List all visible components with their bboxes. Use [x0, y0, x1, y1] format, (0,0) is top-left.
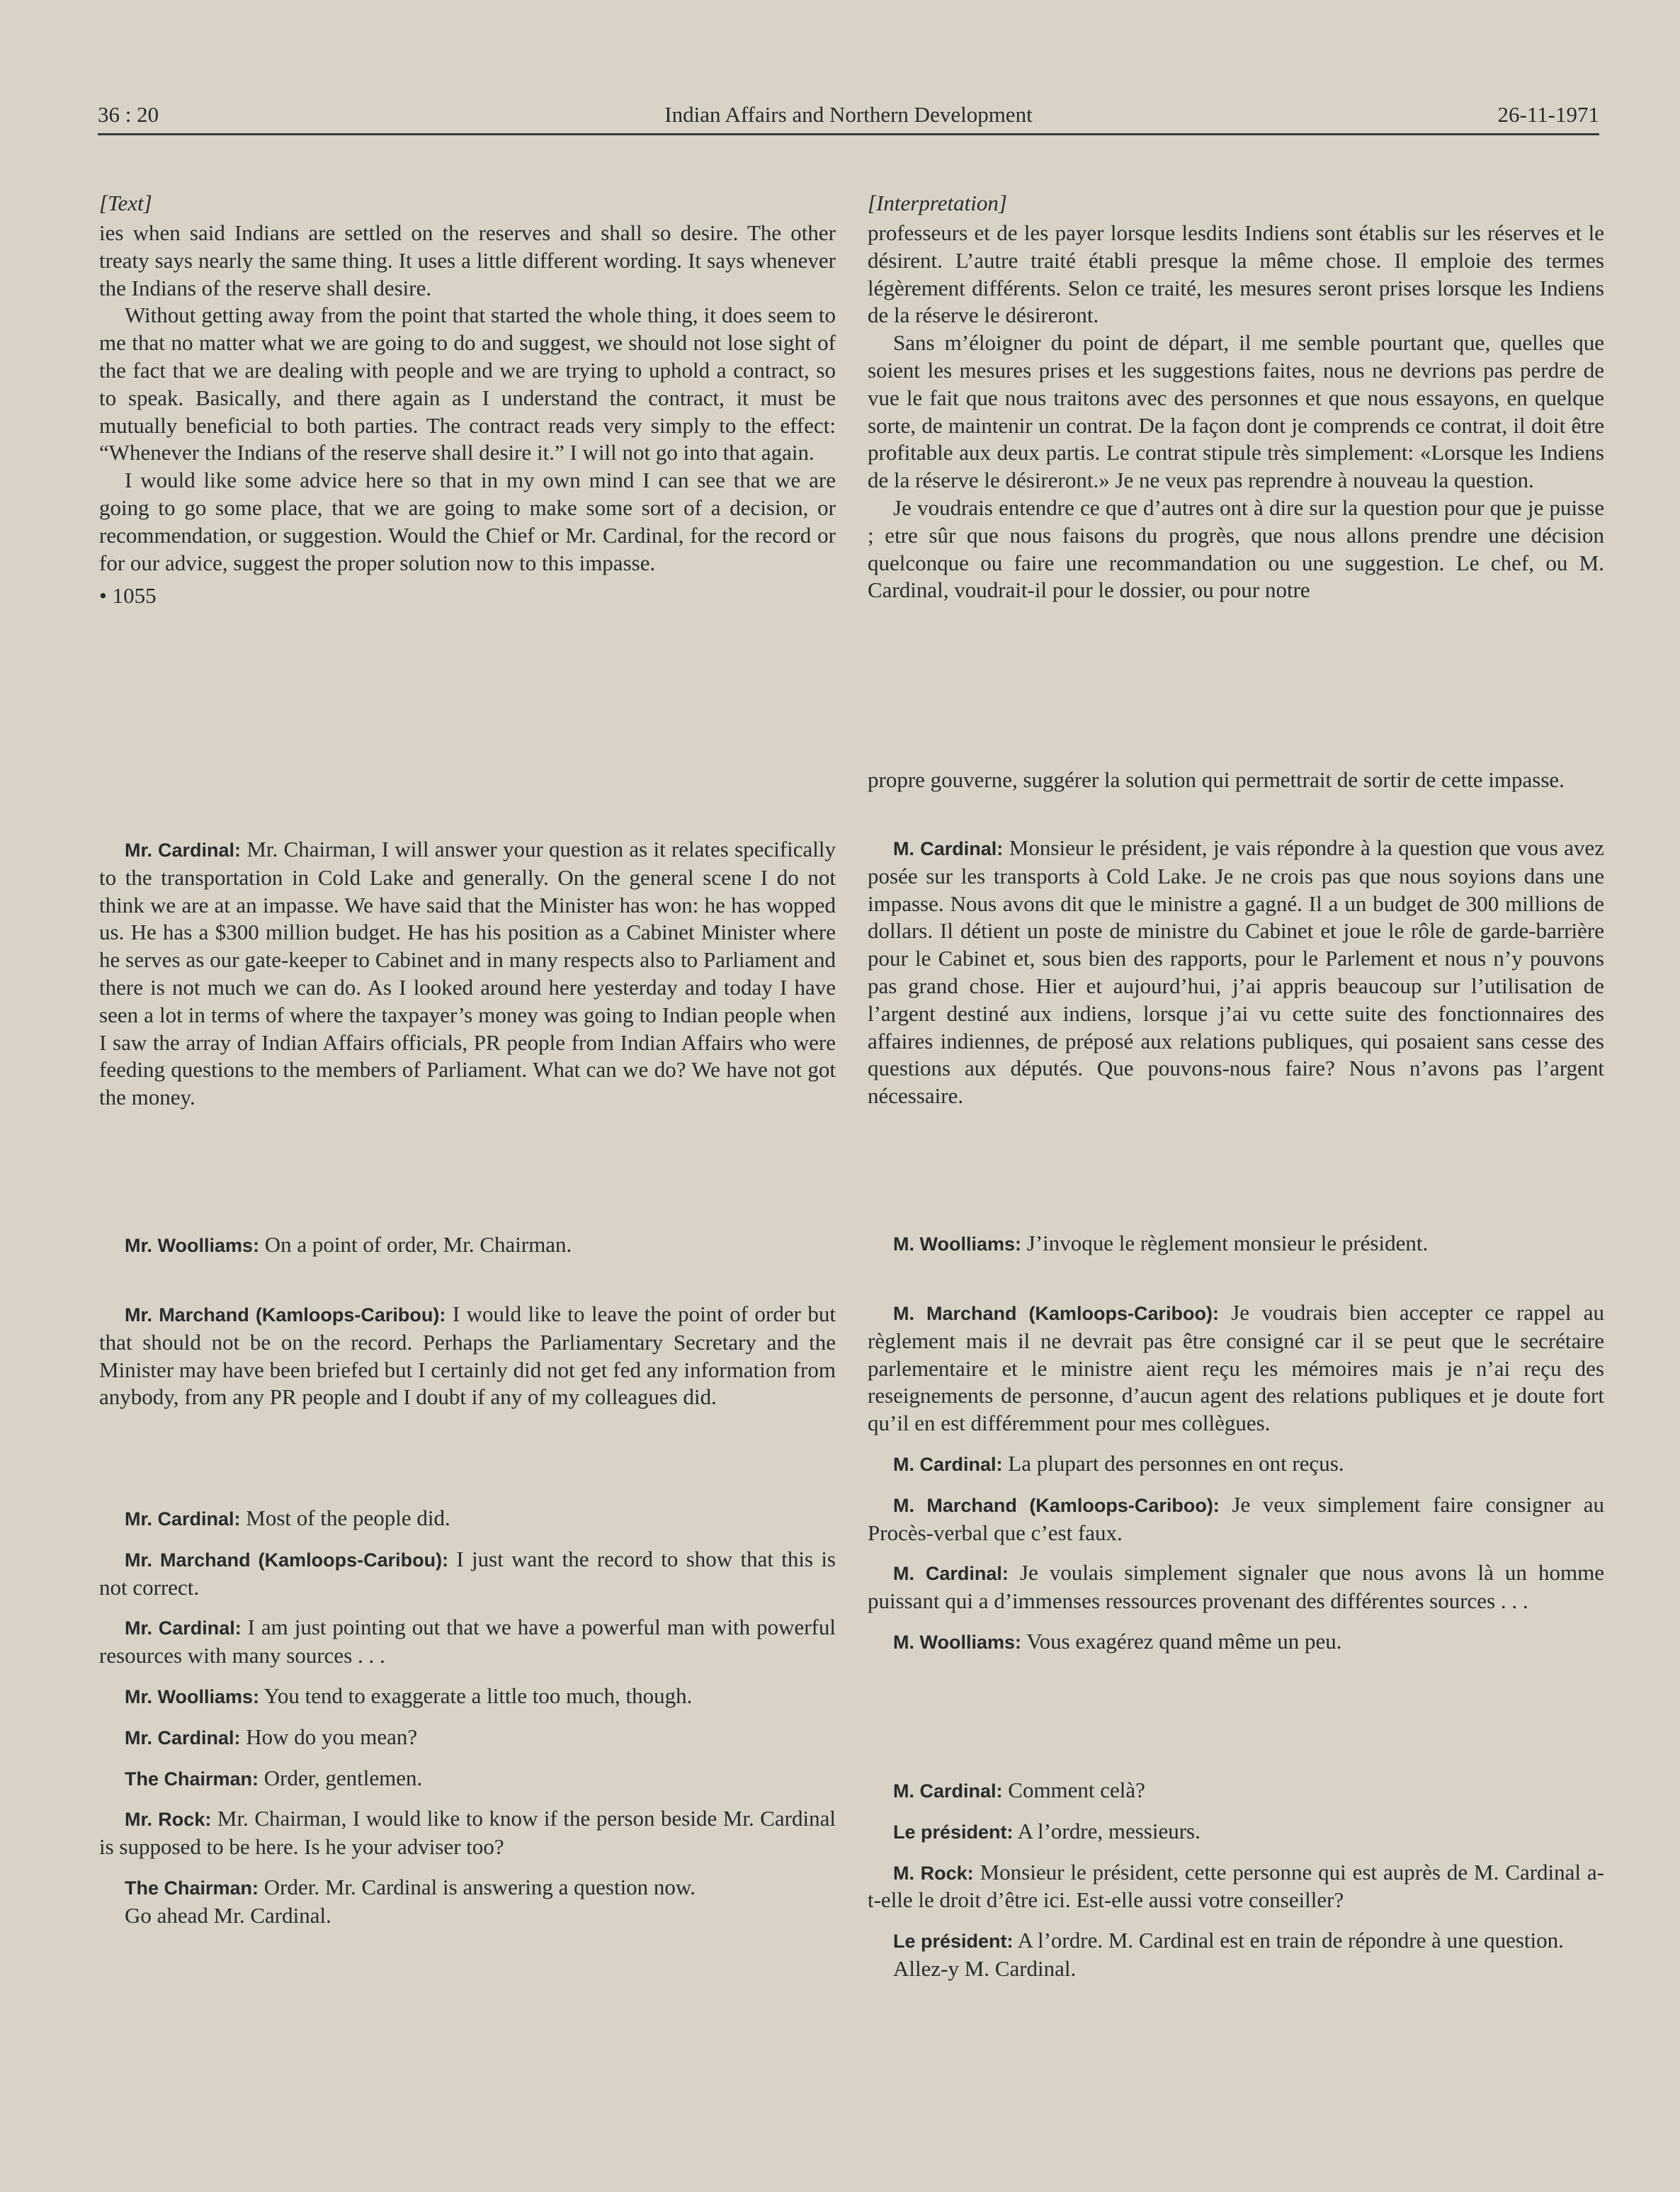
speech-rock: [868, 1859, 1604, 1915]
french-exchange-2: [868, 1777, 1604, 1983]
speech-marchand: [99, 1546, 836, 1602]
paragraph: Sans m’éloigner du point de départ, il me semble pourtant que, quelles que soient les mesures prises et les suggestions faites, nous ne devrions pas perdre de vue le fait que nous traitons avec des personnes et que nous essayons, en quelque sorte, de maintenir un contrat. De la façon dont je comprends ce contrat, il doit être profitable aux deux partis. Le contrat stipule très simplement: «Lorsque les Indiens de la réserve le désireront.» Je ne veux pas reprendre à nouveau la question.: [868, 330, 1604, 493]
speech-text: Je voulais simplement signaler que nous avons là un homme puissant qui a d’immenses ressources provenant des différentes sources . . .: [868, 1560, 1605, 1614]
speech-text: J’invoque le règlement monsieur le président.: [1021, 1231, 1429, 1255]
speaker-name: The Chairman:: [125, 1877, 259, 1899]
french-block-1: [868, 220, 1604, 604]
header-title: Indian Affairs and Northern Development: [664, 102, 1033, 127]
speech-marchand: [99, 1301, 836, 1411]
speaker-name: M. Cardinal:: [893, 1453, 1003, 1475]
page-number: 36 : 20: [98, 102, 159, 127]
speaker-name: M. Woolliams:: [893, 1631, 1022, 1653]
speech-text: I am just pointing out that we have a powerful man with powerful resources with many sources . . .: [99, 1615, 836, 1668]
speaker-name: Mr. Cardinal:: [125, 1727, 241, 1748]
speaker-name: M. Cardinal:: [893, 1780, 1003, 1802]
speaker-name: M. Marchand (Kamloops-Cariboo):: [893, 1303, 1219, 1324]
time-marker: • 1055: [99, 583, 157, 609]
speech-text: Je voudrais bien accepter ce rappel au règlement mais il ne devrait pas être consigné car il se peut que le secrétaire parlementaire et le ministre aient reçu les mémoires mais je n’ai reçu des reseignements de personne, d’aucun agent des relations publiques et je doute fort qu’il en est différemment pour mes collègues.: [868, 1300, 1604, 1436]
speech-marchand: [868, 1491, 1604, 1547]
speech-text: Most of the people did.: [240, 1505, 450, 1530]
speech-rock: [99, 1805, 836, 1861]
speech-marchand: [868, 1299, 1604, 1437]
speech-text: Comment celà?: [1002, 1778, 1145, 1802]
speaker-name: Mr. Woolliams:: [125, 1235, 260, 1256]
speech-president: [868, 1927, 1604, 1955]
speech-woolliams: [99, 1683, 836, 1711]
speech-text: Order. Mr. Cardinal is answering a question now.: [259, 1874, 696, 1899]
speech-text: A l’ordre, messieurs.: [1013, 1818, 1201, 1843]
paragraph: Je voudrais entendre ce que d’autres ont à dire sur la question pour que je puisse ; etre sûr que nous faisons du progrès, que nous allons prendre une décision quelconque ou faire une recommandation ou une suggestion. Le chef, ou M. Cardinal, voudrait-il pour le dossier, ou pour notre: [868, 495, 1604, 603]
speech-woolliams: [99, 1231, 836, 1260]
english-exchange: [99, 1505, 836, 1930]
speech-text: Order, gentlemen.: [259, 1765, 423, 1790]
speech-text: A l’ordre. M. Cardinal est en train de répondre à une question.: [1013, 1928, 1564, 1953]
english-block-1: [99, 220, 836, 610]
speech-text: Vous exagérez quand même un peu.: [1021, 1628, 1342, 1654]
speech-cardinal: [868, 1559, 1604, 1615]
speech-text: How do you mean?: [240, 1724, 418, 1749]
speech-text: Je veux simplement faire consigner au Procès-verbal que c’est faux.: [868, 1491, 1604, 1545]
running-header: [98, 98, 1599, 135]
speech-cardinal: [99, 836, 836, 1112]
speech-chairman: [99, 1765, 836, 1793]
speech-cardinal: [868, 835, 1604, 1110]
speech-text: On a point of order, Mr. Chairman.: [259, 1232, 572, 1257]
speech-text: La plupart des personnes en ont reçus.: [1002, 1450, 1344, 1476]
paragraph: professeurs et de les payer lorsque lesdits Indiens sont établis sur les réserves et le désirent. L’autre traité établi presque la même chose. Il emploie des termes légèrement différents. Selon ce traité, les mesures seront prises lorsque les Indiens de la réserve le désireront.: [868, 220, 1604, 328]
paragraph: ies when said Indians are settled on the reserves and shall so desire. The other treaty says nearly the same thing. It uses a little different wording. It says whenever the Indians of the reserve shall desire.: [99, 220, 836, 300]
speaker-name: Mr. Cardinal:: [125, 1508, 241, 1530]
french-exchange-1: [868, 1299, 1604, 1656]
interpretation-tag: [Interpretation]: [868, 191, 1007, 215]
speech-cardinal: [99, 1614, 836, 1670]
speech-text: Monsieur le président, je vais répondre à la question que vous avez posée sur les transports à Cold Lake. Je ne crois pas que nous soyions dans une impasse. Nous avons dit que le ministre a gagné. Il a un budget de 300 millions de dollars. Il détient un poste de ministre du Cabinet et joue le rôle de garde-barrière pour le Cabinet et, sous bien des rapports, pour le Parlement et nous n’y pouvons pas grand chose. Hier et aujourd’hui, j’ai appris beaucoup sur l’utilisation de l’argent destiné aux indiens, lorsque j’ai vu cette suite des fonctionnaires des affaires indiennes, de préposé aux relations publiques, qui posaient sans cesse des questions aux députés. Que pouvons-nous faire? Nous n’avons pas l’argent nécessaire.: [868, 835, 1604, 1109]
speaker-name: M. Cardinal:: [893, 1563, 1009, 1585]
speech-text: Mr. Chairman, I will answer your question as it relates specifically to the transportation in Cold Lake and generally. On the general scene I do not think we are at an impasse. We have said that the Minister has won: he has wopped us. He has a $300 million budget. He has his position as a Cabinet Minister where he serves as our gate-keeper to Cabinet and in many respects also to Parliament and there is not much we can do. As I looked around here yesterday and today I have seen a lot in terms of where the taxpayer’s money was going to Indian people when I saw the array of Indian Affairs officials, PR people from Indian Affairs who were feeding questions to the members of Parliament. What can we do? We have not got the money.: [99, 837, 836, 1110]
speaker-name: Mr. Cardinal:: [125, 1617, 242, 1639]
speaker-name: M. Cardinal:: [893, 838, 1004, 859]
text-tag: [Text]: [99, 191, 152, 215]
speech-text: Mr. Chairman, I would like to know if the person beside Mr. Cardinal is supposed to be here. Is he your adviser too?: [99, 1806, 836, 1860]
paragraph: propre gouverne, suggérer la solution qui permettrait de sortir de cette impasse.: [868, 767, 1565, 792]
header-date: 26-11-1971: [1497, 102, 1599, 127]
speech-cardinal: [99, 1724, 836, 1752]
speech-text: You tend to exaggerate a little too much, though.: [259, 1683, 693, 1708]
speaker-name: Mr. Woolliams:: [125, 1685, 260, 1707]
paragraph: Allez-y M. Cardinal.: [893, 1955, 1077, 1981]
paragraph: I would like some advice here so that in my own mind I can see that we are going to go some place, that we are going to make some sort of a decision, or recommendation, or suggestion. Would the Chief or Mr. Cardinal, for the record or for our advice, suggest the proper solution now to this impasse.: [99, 468, 836, 575]
speech-woolliams: [868, 1230, 1604, 1258]
speaker-name: Mr. Marchand (Kamloops-Caribou):: [125, 1304, 446, 1326]
speech-text: I just want the record to show that this is not correct.: [99, 1546, 836, 1600]
speaker-name: M. Marchand (Kamloops-Cariboo):: [893, 1494, 1220, 1516]
speech-woolliams: [868, 1628, 1604, 1656]
speaker-name: M. Rock:: [893, 1862, 974, 1884]
speaker-name: Mr. Rock:: [125, 1809, 212, 1831]
speaker-name: The Chairman:: [125, 1768, 259, 1790]
speaker-name: Mr. Cardinal:: [125, 840, 242, 861]
speaker-name: M. Woolliams:: [893, 1233, 1022, 1255]
speaker-name: Le président:: [893, 1931, 1014, 1953]
speech-cardinal: [868, 1777, 1604, 1805]
speech-text: Monsieur le président, cette personne qui est auprès de M. Cardinal a-t-elle le droit d’être ici. Est-elle aussi votre conseiller?: [868, 1859, 1605, 1913]
paragraph: Without getting away from the point that started the whole thing, it does seem to me that no matter what we are going to do and suggest, we should not lose sight of the fact that we are dealing with people and we are trying to uphold a contract, so to speak. Basically, and there again as I understand the contract, it must be mutually beneficial to both parties. The contract reads very simply to the effect: “Whenever the Indians of the reserve shall desire it.” I will not go into that again.: [99, 303, 836, 465]
speech-text: I would like to leave the point of order but that should not be on the record. Perhaps the Parliamentary Secretary and the Minister may have been briefed but I certainly did not get fed any information from anybody, from any PR people and I doubt if any of my colleagues did.: [99, 1301, 836, 1410]
speaker-name: Mr. Marchand (Kamloops-Caribou):: [125, 1549, 449, 1571]
speaker-name: Le président:: [893, 1821, 1014, 1843]
speech-cardinal: [99, 1505, 836, 1533]
paragraph: Go ahead Mr. Cardinal.: [125, 1902, 331, 1928]
speech-chairman: [99, 1874, 836, 1902]
speech-president: [868, 1818, 1604, 1846]
speech-cardinal: [868, 1450, 1604, 1479]
